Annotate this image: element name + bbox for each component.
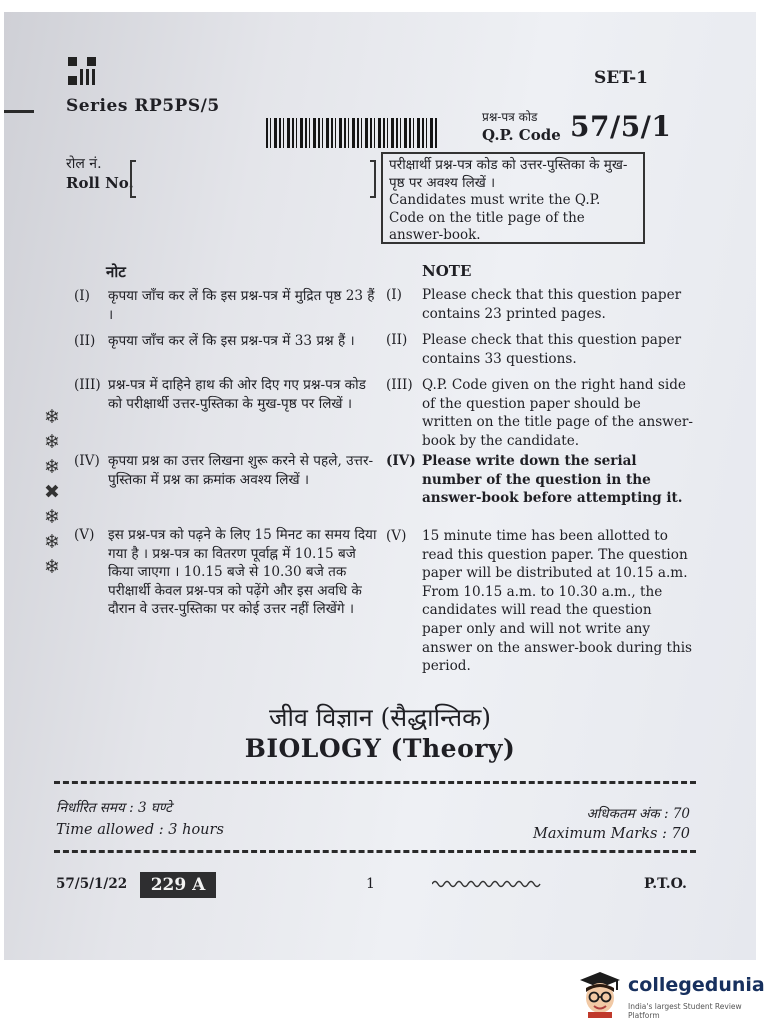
asterisk-icon: ❄ — [44, 556, 60, 578]
note-number: (III) — [386, 377, 413, 393]
note-number: (II) — [386, 332, 408, 348]
asterisk-icon: ❄ — [44, 531, 60, 553]
note-text: इस प्रश्न-पत्र को पढ़ने के लिए 15 मिनट का समय दिया गया है । प्रश्न-पत्र का वितरण पूर्वाह्न में 10.15 बजे किया जाएगा । 10.15 बजे से 10.30 बजे तक परीक्षार्थी केवल प्रश्न-पत्र को पढ़ेंगे और इस अवधि के दौरान वे उत्तर-पुस्तिका पर कोई उत्तर नहीं लिखेंगे । — [108, 527, 377, 618]
divider — [54, 781, 696, 784]
note-text: 15 minute time has been allotted to read this question paper. The question paper will be distributed at 10.15 a.m. From 10.15 a.m. to 10.30 a.m., the candidates will read the question paper only and will not write any answer on the answer-book during this period. — [422, 528, 693, 675]
qr-code-icon — [68, 57, 96, 85]
note-text: प्रश्न-पत्र में दाहिने हाथ की ओर दिए गए प्रश्न-पत्र कोड को परीक्षार्थी उत्तर-पुस्तिका के मुख-पृष्ठ पर लिखें । — [108, 377, 366, 412]
asterisk-icon: ❄ — [44, 406, 60, 428]
note-number: (V) — [386, 528, 407, 544]
note-text: Please check that this question paper contains 33 questions. — [422, 332, 682, 367]
qp-code-label-hindi: प्रश्न-पत्र कोड — [482, 110, 538, 124]
paper-stamp: 229 A — [140, 872, 216, 898]
x-mark-icon: ✖ — [44, 481, 60, 503]
subject-title: BIOLOGY (Theory) — [244, 734, 516, 763]
bracket-right — [370, 160, 376, 198]
note-text: Please write down the serial number of the question in the answer-book before attempting it. — [422, 453, 683, 507]
pto-label: P.T.O. — [644, 876, 687, 892]
note-number: (IV) — [74, 453, 100, 469]
roll-number-field[interactable] — [130, 160, 376, 198]
note-number: (III) — [74, 377, 101, 393]
note-number: (I) — [386, 287, 402, 303]
divider — [54, 850, 696, 853]
set-label: SET-1 — [594, 68, 648, 88]
instruction-box — [381, 152, 645, 244]
note-text: Q.P. Code given on the right hand side of the question paper should be written on the title page of the answer-book by the candidate. — [422, 377, 693, 449]
note-title-english: NOTE — [422, 262, 472, 280]
time-allowed-hindi: निर्धारित समय : 3 घण्टे — [56, 800, 172, 816]
margin-mark — [4, 110, 34, 113]
note-title-hindi: नोट — [106, 263, 126, 281]
graduate-mascot-icon — [576, 968, 624, 1018]
note-number: (V) — [74, 527, 95, 543]
note-text: कृपया प्रश्न का उत्तर लिखना शुरू करने से पहले, उत्तर-पुस्तिका में प्रश्न का क्रमांक अवश्य लिखें । — [108, 453, 374, 488]
qp-code-value: 57/5/1 — [570, 110, 672, 143]
subject-title-hindi: जीव विज्ञान (सैद्धान्तिक) — [268, 703, 492, 732]
asterisk-icon: ❄ — [44, 431, 60, 453]
roll-label: Roll No. — [66, 174, 134, 192]
brand-tagline: India's largest Student Review Platform — [628, 1002, 742, 1020]
asterisk-icon: ❄ — [44, 506, 60, 528]
asterisk-icon: ❄ — [44, 456, 60, 478]
squiggle-line — [432, 878, 544, 890]
brand-name: collegedunia — [628, 974, 765, 996]
note-number: (II) — [74, 333, 96, 349]
max-marks: Maximum Marks : 70 — [533, 826, 690, 842]
qp-code-label: Q.P. Code — [482, 126, 561, 144]
instruction-english: Candidates must write the Q.P. Code on the title page of the answer-book. — [389, 192, 601, 243]
bracket-left — [130, 160, 136, 198]
max-marks-hindi: अधिकतम अंक : 70 — [586, 806, 690, 822]
roll-label-hindi: रोल नं. — [66, 156, 102, 172]
note-text: कृपया जाँच कर लें कि इस प्रश्न-पत्र में मुद्रित पृष्ठ 23 हैं । — [108, 288, 375, 323]
series-label: Series RP5PS/5 — [66, 96, 220, 116]
note-text: Please check that this question paper contains 23 printed pages. — [422, 287, 682, 322]
instruction-hindi: परीक्षार्थी प्रश्न-पत्र कोड को उत्तर-पुस्तिका के मुख-पृष्ठ पर अवश्य लिखें । — [389, 157, 628, 191]
time-allowed: Time allowed : 3 hours — [56, 822, 224, 838]
collegedunia-logo — [572, 966, 764, 1020]
question-paper — [4, 12, 756, 960]
note-number: (I) — [74, 288, 90, 304]
paper-code: 57/5/1/22 — [56, 876, 128, 892]
note-number: (IV) — [386, 453, 416, 469]
page-number: 1 — [366, 876, 375, 892]
barcode-icon — [266, 118, 438, 148]
note-text: कृपया जाँच कर लें कि इस प्रश्न-पत्र में 33 प्रश्न हैं । — [108, 333, 355, 349]
